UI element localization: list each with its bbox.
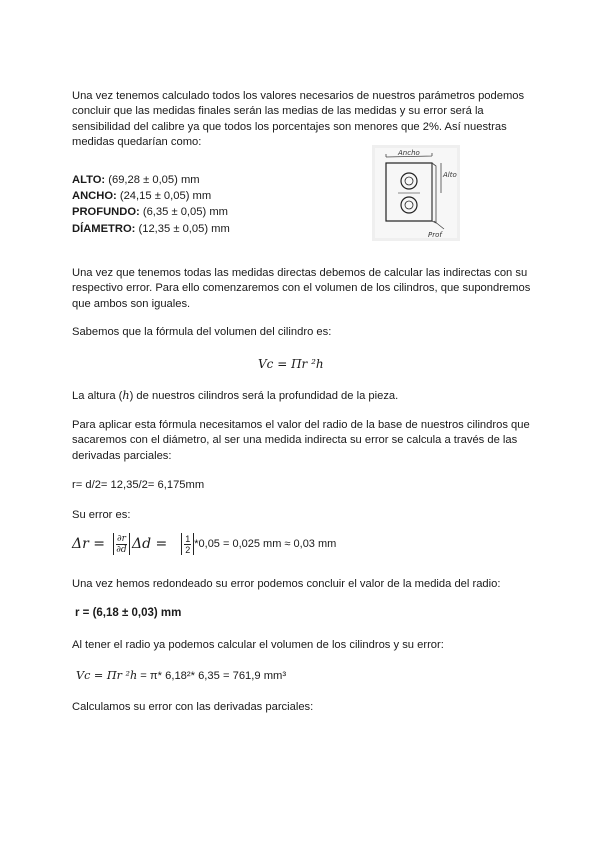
volume-paragraph: Al tener el radio ya podemos calcular el volumen de los cilindros y su error: bbox=[72, 639, 444, 651]
rounding-paragraph: Una vez hemos redondeado su error podemos concluir el valor de la medida del radio: bbox=[72, 578, 501, 590]
measurement-ancho: ANCHO: (24,15 ± 0,05) mm bbox=[72, 190, 212, 203]
measurement-alto: ALTO: (69,28 ± 0,05) mm bbox=[72, 174, 200, 186]
radius-calc: r= d/2= 12,35/2= 6,175mm bbox=[72, 479, 205, 491]
radius-result: r = (6,18 ± 0,03) mm bbox=[75, 607, 182, 619]
sketch-prof-label: Prof bbox=[428, 231, 442, 239]
radius-paragraph: Para aplicar esta fórmula necesitamos el valor del radio de la base de nuestros cilindros que sacaremos con el diámetro, al ser una medida indirecta su error se calcula a través de las derivadas parciales: bbox=[72, 419, 530, 462]
volume-formula: Vc = Πr ²h bbox=[258, 357, 324, 371]
measurement-profundo: PROFUNDO: (6,35 ± 0,05) mm bbox=[72, 206, 228, 219]
partials-paragraph: Calculamos su error con las derivadas parciales: bbox=[72, 701, 314, 713]
measurements-list bbox=[72, 172, 230, 237]
height-paragraph: La altura (h) de nuestros cilindros será la profundidad de la pieza. bbox=[72, 389, 399, 402]
volume-calc: Vc = Πr ²h = π* 6,18²* 6,35 = 761,9 mm³ bbox=[76, 669, 287, 682]
intro-paragraph: Una vez tenemos calculado todos los valores necesarios de nuestros parámetros podemos concluir que las medidas finales serán las medias de las medidas y su error será la sensibilidad del calibre ya que todos los porcentajes son menores que 2%. Así nuestras medidas quedarían como: bbox=[72, 90, 525, 148]
error-label: Su error es: bbox=[72, 509, 131, 521]
indirect-paragraph: Una vez que tenemos todas las medidas directas debemos de calcular las indirectas con su respectivo error. Para ello comenzaremos con el volumen de los cilindros, que supondremos que ambos son iguales. bbox=[72, 267, 531, 310]
measurement-diametro: DÍAMETRO: (12,35 ± 0,05) mm bbox=[72, 222, 230, 235]
formula-intro: Sabemos que la fórmula del volumen del cilindro es: bbox=[72, 326, 332, 338]
piece-sketch-image bbox=[372, 145, 460, 241]
sketch-alto-label: Alto bbox=[443, 171, 457, 179]
sketch-ancho-label: Ancho bbox=[398, 149, 420, 157]
error-formula: Δr = $\frac{\partial r}{\partial d}$ Δd = $\frac{1}{2}$ *0,05 = 0,025 mm ≈ 0,03 mm bbox=[72, 533, 337, 555]
